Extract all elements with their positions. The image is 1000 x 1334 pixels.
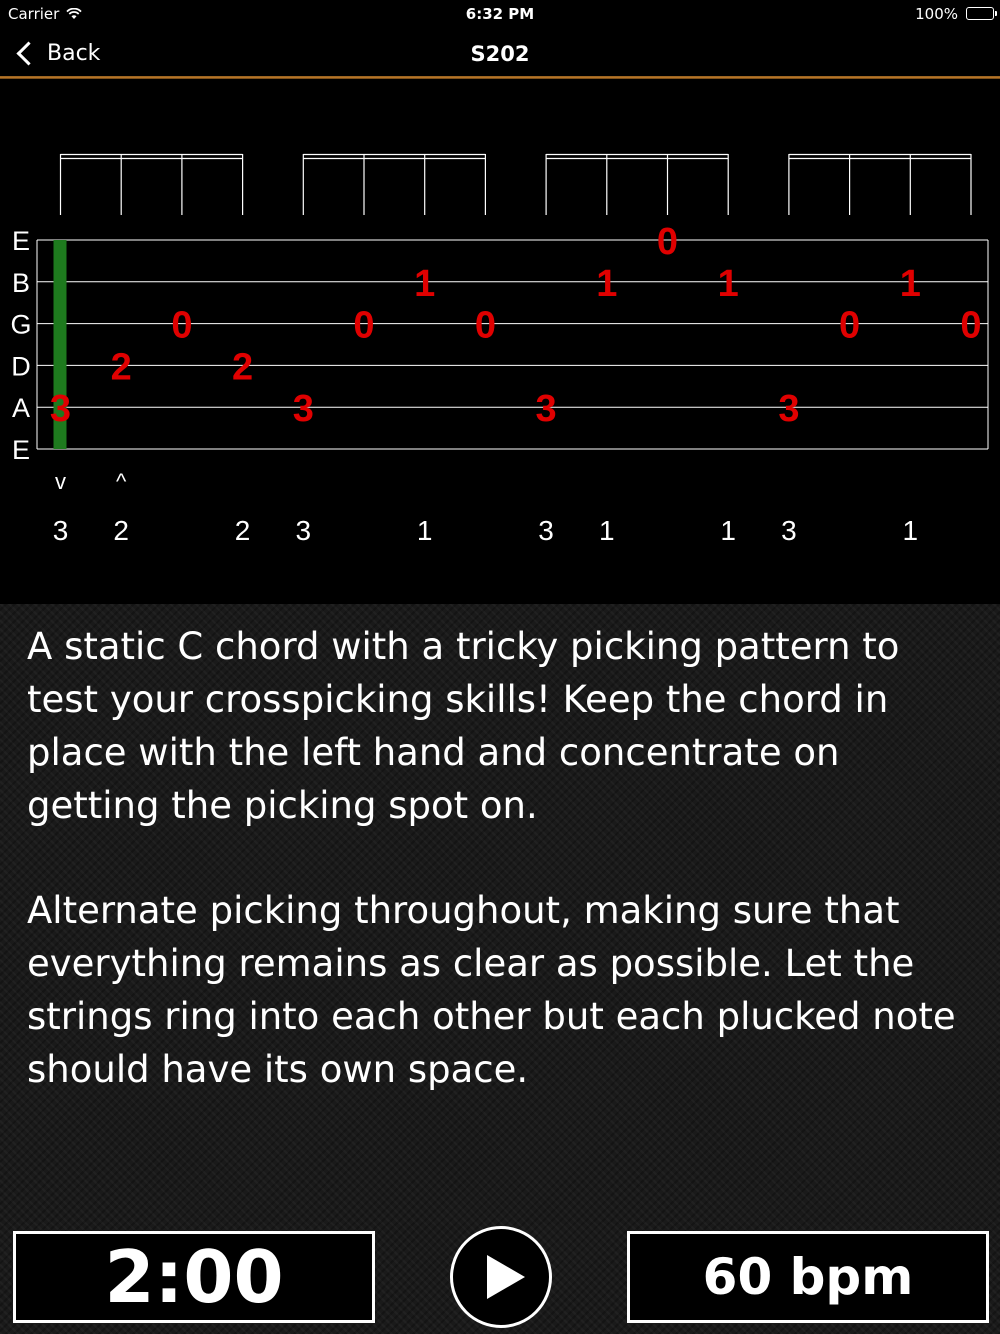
fret-number: 1 xyxy=(899,262,921,305)
finger-number: 2 xyxy=(113,515,129,546)
tablature-panel xyxy=(0,79,1000,604)
timer-display[interactable]: 2:00 xyxy=(13,1231,375,1323)
navigation-bar xyxy=(0,28,1000,76)
fret-number: 1 xyxy=(596,262,618,305)
finger-number: 3 xyxy=(295,515,312,546)
fret-number: 3 xyxy=(778,388,800,431)
back-label: Back xyxy=(47,40,101,66)
play-button[interactable] xyxy=(450,1226,552,1328)
finger-number: 1 xyxy=(599,515,615,546)
fret-number: 0 xyxy=(474,304,496,347)
page-title: S202 xyxy=(470,42,530,66)
fret-number: 1 xyxy=(717,262,739,305)
string-label: G xyxy=(10,309,32,340)
finger-number: 1 xyxy=(416,515,433,546)
string-label: B xyxy=(11,267,31,298)
fret-number: 0 xyxy=(171,304,193,347)
fret-number: 2 xyxy=(110,346,132,389)
description-paragraph: Alternate picking throughout, making sure that everything remains as clear as possible. Let the strings ring into each other but each plucked note should have its own space. xyxy=(27,889,956,1091)
playback-controls xyxy=(0,1224,1000,1334)
finger-number: 1 xyxy=(902,515,919,546)
fret-number: 3 xyxy=(49,388,72,431)
fret-number: 2 xyxy=(232,346,254,389)
clock: 6:32 PM xyxy=(465,5,535,23)
fret-number: 0 xyxy=(656,221,679,263)
battery-percent: 100% xyxy=(915,5,958,23)
fret-number: 1 xyxy=(414,262,436,305)
tablature xyxy=(0,79,1000,604)
string-label: A xyxy=(11,393,31,424)
pick-direction: v xyxy=(55,469,66,494)
description-panel xyxy=(0,604,1000,1224)
description-paragraph: A static C chord with a tricky picking pattern to test your crosspicking skills! Keep the chord in place with the left hand and concentrate on getting the picking spot on. xyxy=(27,625,900,827)
fret-number: 3 xyxy=(535,388,557,431)
finger-number: 3 xyxy=(52,515,69,546)
fret-number: 0 xyxy=(353,304,375,347)
status-bar xyxy=(0,0,1000,28)
battery-icon xyxy=(966,7,994,20)
carrier-label: Carrier xyxy=(8,5,60,23)
play-icon xyxy=(487,1255,525,1299)
finger-number: 2 xyxy=(234,515,251,546)
finger-number: 3 xyxy=(781,515,797,546)
finger-number: 1 xyxy=(720,515,736,546)
fret-number: 0 xyxy=(960,304,982,347)
fret-number: 0 xyxy=(839,304,861,347)
tempo-display[interactable]: 60 bpm xyxy=(627,1231,989,1323)
fret-number: 3 xyxy=(292,388,314,431)
string-label: D xyxy=(11,351,31,382)
pick-direction: ^ xyxy=(116,469,127,494)
finger-number: 3 xyxy=(538,515,554,546)
string-label: E xyxy=(11,435,31,465)
string-label: E xyxy=(11,226,31,256)
